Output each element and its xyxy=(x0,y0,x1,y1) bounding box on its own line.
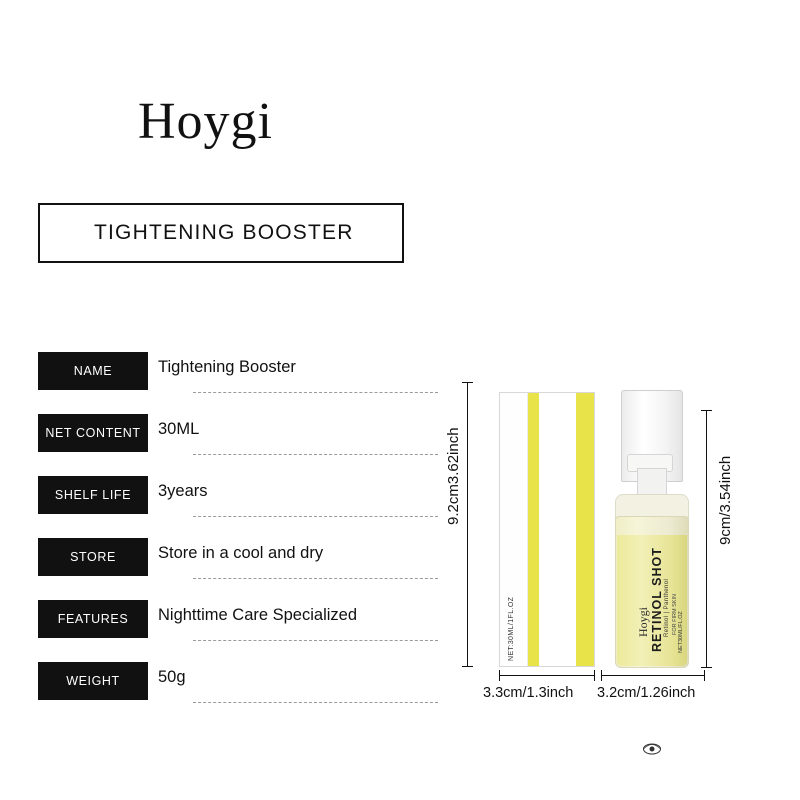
bottle-net-text: NET30ML/FL.OZ xyxy=(678,611,684,653)
spec-divider xyxy=(193,578,438,579)
spec-divider xyxy=(193,640,438,641)
product-illustration xyxy=(445,370,765,720)
carton-net-text: NET:30ML/1FL.OZ xyxy=(508,596,515,661)
dimension-label-bottle-width: 3.2cm/1.26inch xyxy=(597,685,696,701)
dimension-label-box-width: 3.3cm/1.3inch xyxy=(483,685,574,701)
bottle-brand: Hoygi xyxy=(636,607,650,637)
table-row xyxy=(38,600,413,662)
carton-title-strip xyxy=(576,393,595,666)
bottle-sub2: FOR FIRM SKIN xyxy=(672,594,678,635)
dimension-line-box-height xyxy=(467,382,468,667)
table-row xyxy=(38,476,413,538)
carton-front-panel xyxy=(539,393,576,666)
spec-divider xyxy=(193,392,438,393)
spec-divider xyxy=(193,454,438,455)
bottle-title: RETINOL SHOT xyxy=(650,547,664,652)
spec-value-weight: 50g xyxy=(158,668,186,686)
dimension-label-bottle-height: 9cm/3.54inch xyxy=(717,455,734,545)
spec-value-store: Store in a cool and dry xyxy=(158,544,324,562)
table-row xyxy=(38,662,413,724)
dimension-label-box-height: 9.2cm3.62inch xyxy=(445,427,462,525)
bottle-sub1: Retinol | Panthenol xyxy=(664,578,670,637)
spec-label-features: FEATURES xyxy=(38,600,148,638)
carton-left-panel xyxy=(500,393,528,666)
spec-label-name: NAME xyxy=(38,352,148,390)
table-row xyxy=(38,414,413,476)
product-title-box xyxy=(38,203,404,263)
eye-logo-icon xyxy=(642,739,662,759)
spec-value-features: Nighttime Care Specialized xyxy=(158,606,358,624)
dimension-line-box-width xyxy=(499,675,595,676)
spec-table xyxy=(38,352,413,724)
spec-label-shelf-life: SHELF LIFE xyxy=(38,476,148,514)
spec-divider xyxy=(193,516,438,517)
table-row xyxy=(38,538,413,600)
spec-value-net-content: 30ML xyxy=(158,420,200,438)
spec-value-shelf-life: 3years xyxy=(158,482,208,500)
page-title: TIGHTENING BOOSTER xyxy=(94,221,354,244)
dimension-line-bottle-width xyxy=(601,675,705,676)
table-row xyxy=(38,352,413,414)
carton-accent-strip xyxy=(528,393,539,666)
bottle-body xyxy=(615,516,689,668)
spec-label-net-content: NET CONTENT xyxy=(38,414,148,452)
brand-wordmark: Hoygi xyxy=(138,93,273,150)
product-carton xyxy=(499,392,595,667)
bottle-pump-neck xyxy=(637,468,667,496)
product-bottle xyxy=(601,390,705,670)
spec-value-name: Tightening Booster xyxy=(158,358,296,376)
dimension-line-bottle-height xyxy=(706,410,707,668)
spec-label-weight: WEIGHT xyxy=(38,662,148,700)
spec-label-store: STORE xyxy=(38,538,148,576)
spec-divider xyxy=(193,702,438,703)
